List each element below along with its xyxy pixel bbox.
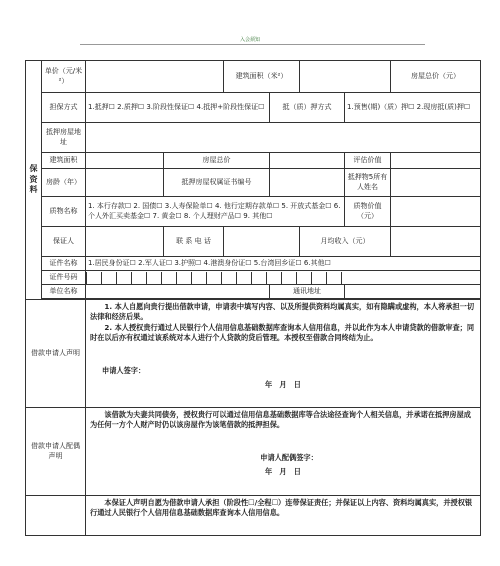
guarantor-declaration [86,496,481,536]
spouse-decl-label: 借款申请人配偶声明 [26,408,86,496]
id-type-label: 证件名称 [42,257,86,271]
unit-price-label: 单价（元/米²） [42,61,86,93]
applicant-decl-p1: 1. 本人自愿向贵行提出借款申请，申请表中填写内容、以及所提供资料均属真实，如有隐瞒或虚构，本人将承担一切法律和经济后果。 [90,302,475,322]
income-field[interactable] [391,227,481,257]
id-no-grid[interactable] [86,271,481,285]
mortgagor-label: 抵押物5所有人姓名 [345,169,391,197]
address-label: 通讯地址 [270,285,345,299]
mortgage-address-field[interactable] [86,123,481,153]
guarantee-method-label: 担保方式 [42,93,86,123]
mortgagor-field[interactable] [391,169,481,197]
house-total-label: 房屋总价（元） [391,61,481,93]
building-area-label: 建筑面积 [42,153,86,169]
building-area-field[interactable] [86,153,164,169]
spouse-signature-label[interactable]: 申请人配偶签字： [260,452,318,462]
collateral-section-label: 保资料 [26,61,42,300]
appraisal-label: 评估价值 [345,153,391,169]
guarantor-decl-label [26,496,86,536]
pledge-name-label: 质物名称 [42,197,86,227]
total-price-field[interactable] [270,153,345,169]
guarantor-label: 保证人 [42,227,86,257]
header-divider [80,44,425,45]
header-title: 入会须知 [239,37,260,43]
phone-label: 联 系 电 话 [164,227,224,257]
employer-label: 单位名称 [42,285,86,299]
appraisal-field[interactable] [391,153,481,169]
applicant-decl-label: 借款申请人声明 [26,300,86,408]
spouse-date[interactable]: 年 月 日 [265,467,301,477]
cert-no-label: 抵押房屋权属证书编号 [164,169,270,197]
spouse-decl-text: 该借款为夫妻共同债务，授权贵行可以通过信用信息基础数据库等合法途径查询个人相关信息，并承诺在抵押房屋成为任何一方个人财产时仍以该房屋作为该笔借款的抵押担保。 [90,410,471,430]
floor-area-field[interactable] [300,61,391,93]
total-price-label: 房屋总价 [164,153,270,169]
id-no-label: 证件号码 [42,271,86,285]
pledge-name-options[interactable]: 1. 本行存款☐ 2. 国债☐ 3.人寿保险单☐ 4. 他行定期存款单☐ 5. 开放式基金☐ 6. 个人外汇买卖基金☐ 7. 黄金☐ 8. 个人理财产品☐ 9. 其他☐ [86,197,345,227]
spouse-declaration [86,408,481,496]
address-field[interactable] [345,285,481,299]
guarantee-method-options[interactable]: 1.抵押☐ 2.质押☐ 3.阶段性保证☐ 4.抵押+阶段性保证☐ [86,93,270,123]
applicant-declaration [86,300,481,408]
pledge-value-field[interactable] [391,197,481,227]
pledge-method-label: 抵（质）押方式 [270,93,345,123]
mortgage-address-label: 抵押房屋地址 [42,123,86,153]
id-type-options[interactable]: 1.居民身份证☐ 2.军人证☐ 3.护照☐ 4.港澳身份证☐ 5.台湾回乡证☐ 6.其他☐ [86,257,481,271]
employer-field[interactable] [86,285,270,299]
pledge-method-options[interactable]: 1.预售(期)（质）押☐ 2.现房抵(质)押☐ [345,93,481,123]
guarantor-decl-text: 本保证人声明自愿为借款申请人承担（阶段性☐/全程☐）连带保证责任；并保证以上内容、资料均属真实，并授权银行通过人民银行个人信用信息基础数据库查询本人信用信息。 [90,498,473,518]
pledge-value-label: 质物价值（元） [345,197,391,227]
house-age-label: 房龄（年） [42,169,86,197]
applicant-date[interactable]: 年 月 日 [265,380,301,390]
house-age-field[interactable] [86,169,164,197]
floor-area-label: 建筑面积（米²） [224,61,300,93]
phone-field[interactable] [224,227,300,257]
applicant-signature-label[interactable]: 申请人签字： [102,365,146,375]
applicant-decl-p2: 2. 本人授权贵行通过人民银行个人信用信息基础数据库查询本人信用信息，并以此作为本人申请贷款的借款审查；同时在以后亦有权通过该系统对本人进行个人贷款的贷后管理。本授权至借款合同终结为止。 [90,322,475,343]
loan-application-table [25,60,481,536]
cert-no-field[interactable] [270,169,345,197]
unit-price-field[interactable] [86,61,224,93]
guarantor-field[interactable] [86,227,164,257]
income-label: 月均收入（元） [300,227,391,257]
